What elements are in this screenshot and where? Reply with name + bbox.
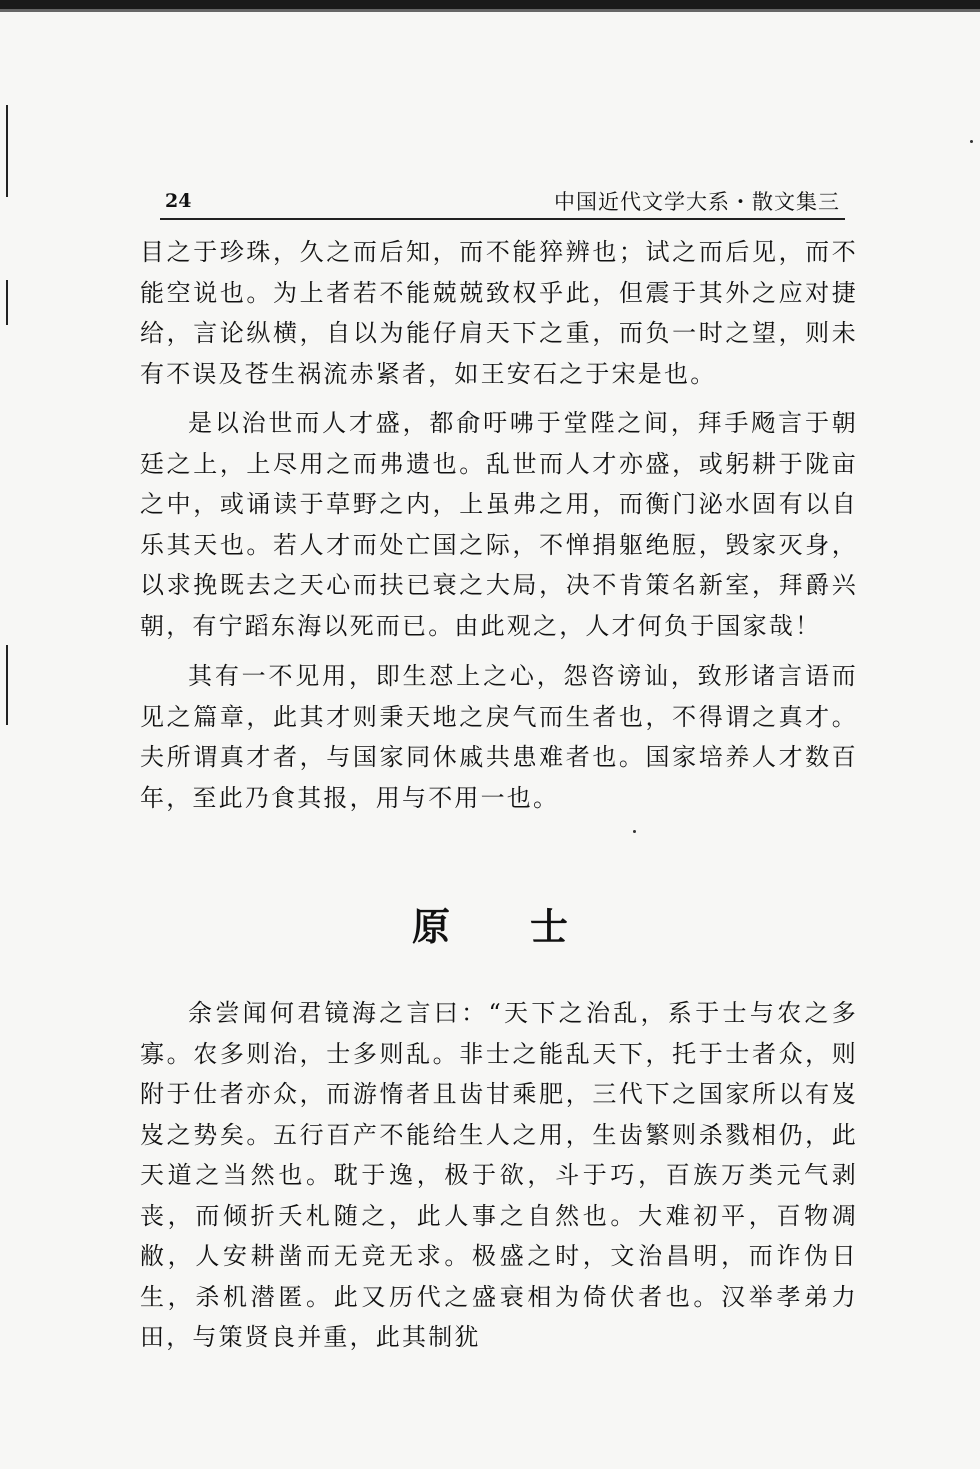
page-header [165, 186, 840, 220]
top-border-shadow [0, 9, 980, 12]
scan-speck [633, 830, 636, 833]
left-margin-mark [6, 645, 8, 725]
page-number: 24 [165, 190, 192, 212]
body-paragraph-3: 其有一不见用，即生怼上之心，怨咨谤讪，致形诸言语而见之篇章，此其才则秉天地之戾气而生者也，不得谓之真才。夫所谓真才者，与国家同休戚共患难者也。国家培养人才数百年，至此乃食其报，用与不用一也。 [140, 662, 858, 812]
scan-speck [970, 140, 973, 143]
section-title: 原士 [411, 904, 648, 949]
section-paragraph-1: 余尝闻何君镜海之言曰：“天下之治乱，系于士与农之多寡。农多则治，士多则乱。非士之能乱天下，托于士者众，则附于仕者亦众，而游惰者且齿甘乘肥，三代下之国家所以有岌岌之势矣。五行百产不能给生人之用，生齿繁则杀戮相仍，此天道之当然也。耽于逸，极于欲，斗于巧，百族万类元气剥丧，而倾折夭札随之，此人事之自然也。大难初平，百物凋敝，人安耕凿而无竞无求。极盛之时，文治昌明，而诈伪日生，杀机潜匿。此又历代之盛衰相为倚伏者也。汉举孝弟力田，与策贤良并重，此其制犹 [140, 999, 858, 1351]
body-paragraph-2: 是以治世而人才盛，都俞吁咈于堂陛之间，拜手飏言于朝廷之上，上尽用之而弗遗也。乱世而人才亦盛，或躬耕于陇亩之中，或诵读于草野之内，上虽弗之用，而衡门泌水固有以自乐其天也。若人才而处亡国之际，不惮捐躯绝脰，毁家灭身，以求挽既去之天心而扶已衰之大局，决不肯策名新室，拜爵兴朝，有宁蹈东海以死而已。由此观之，人才何负于国家哉！ [140, 409, 858, 640]
body-paragraph-1: 目之于珍珠，久之而后知，而不能猝辨也；试之而后见，而不能空说也。为上者若不能兢兢致权乎此，但震于其外之应对捷给，言论纵横，自以为能仔肩天下之重，而负一时之望，则未有不误及苍生祸流赤紧者，如王安石之于宋是也。 [140, 238, 858, 388]
left-margin-mark [6, 105, 8, 197]
left-margin-mark [6, 280, 8, 325]
running-head: 中国近代文学大系・散文集三 [554, 190, 840, 214]
header-rule [160, 218, 845, 220]
top-border-rule [0, 0, 980, 9]
